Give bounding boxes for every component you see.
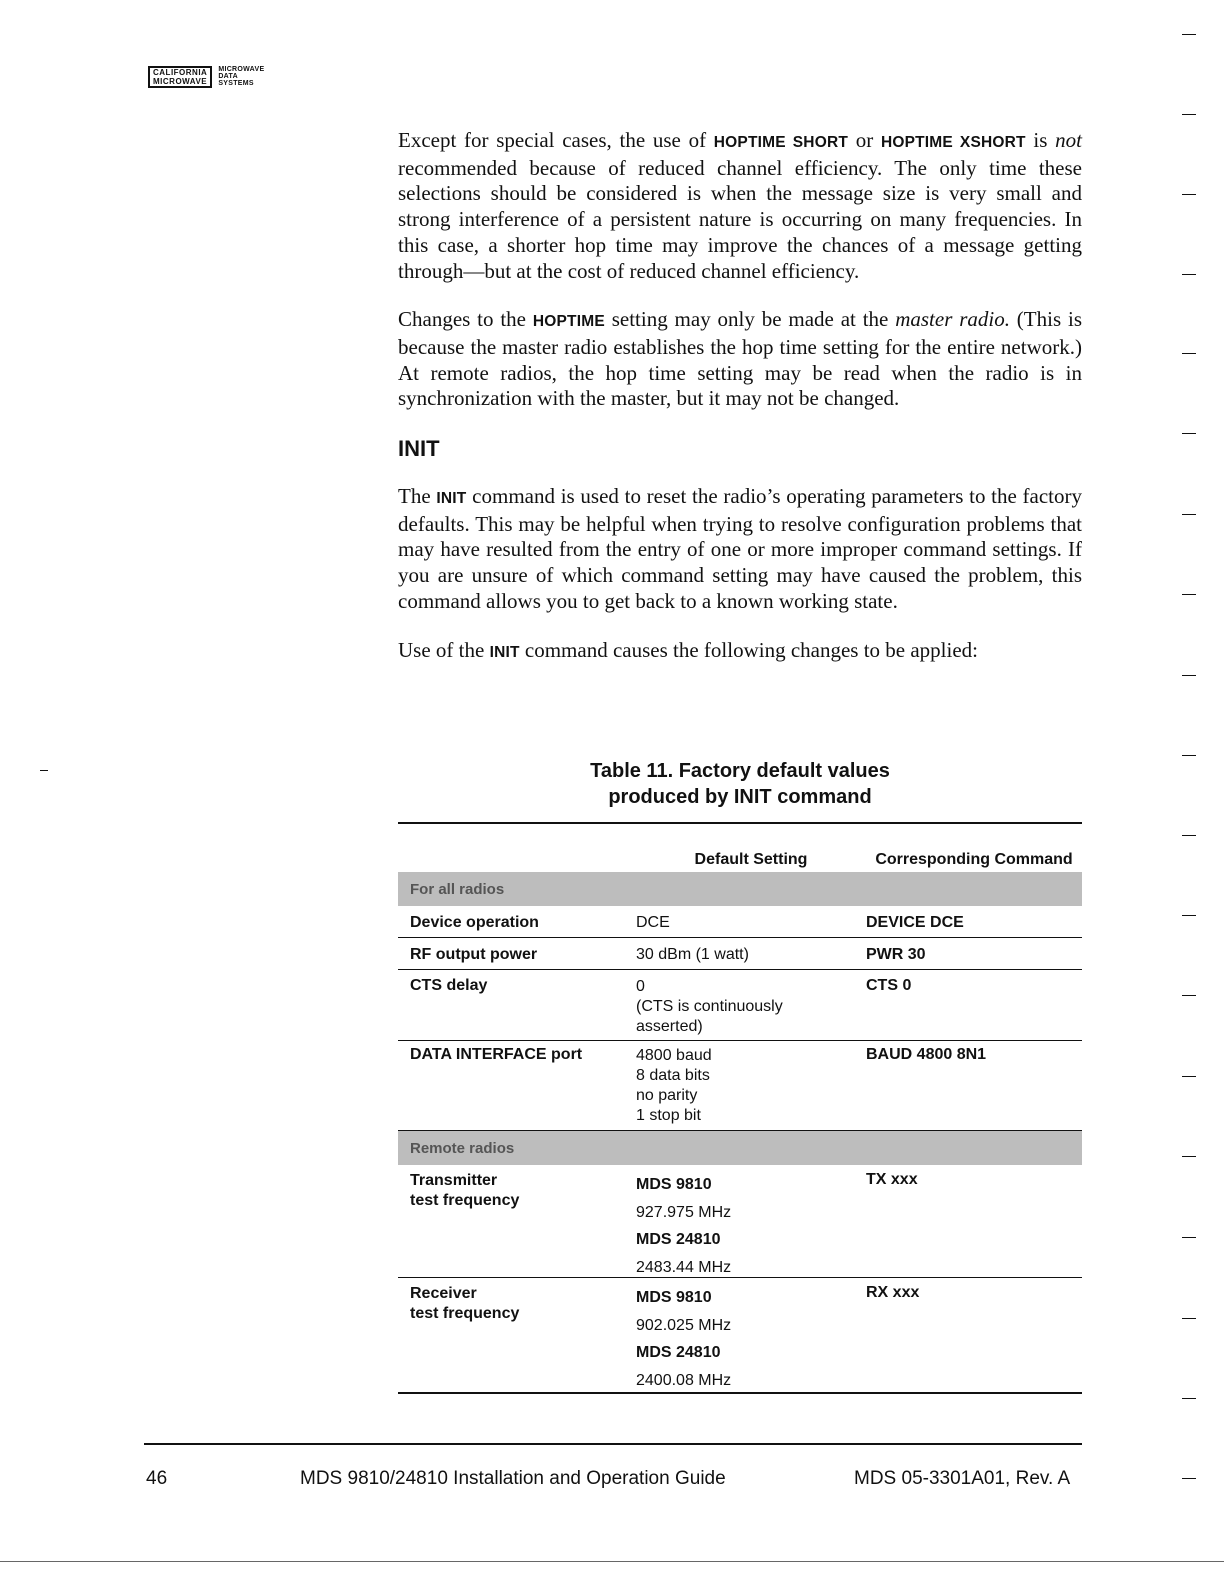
command-name: HOPTIME	[532, 313, 605, 331]
param-line: Transmitter	[410, 1172, 498, 1189]
param-line: Receiver	[410, 1285, 477, 1302]
text-run: command causes the following changes to be applied:	[519, 637, 979, 662]
command-name: INIT	[489, 643, 520, 661]
scan-edge-mark	[1182, 1237, 1196, 1238]
scan-edge-mark	[1182, 1076, 1196, 1077]
param-cell	[398, 1284, 636, 1392]
text-run: Use of the	[398, 637, 490, 662]
param-line: test frequency	[410, 1192, 520, 1209]
value-line: asserted)	[636, 1018, 703, 1035]
value-line: no parity	[636, 1087, 698, 1104]
frequency-value: 902.025 MHz	[636, 1316, 732, 1334]
table-caption	[398, 758, 1082, 810]
text-run: Changes to the	[398, 307, 533, 332]
table-header-row	[398, 822, 1082, 872]
table-row	[398, 1041, 1082, 1131]
scan-edge-mark	[1182, 353, 1196, 354]
table-row	[398, 906, 1082, 938]
scan-edge-mark	[1182, 755, 1196, 756]
scan-edge-mark	[1182, 915, 1196, 916]
value-line: 4800 baud	[636, 1047, 712, 1064]
scan-edge-mark	[1182, 1318, 1196, 1319]
value-cell	[636, 977, 866, 1040]
logo-side-line: SYSTEMS	[218, 80, 254, 87]
paragraph-init-changes	[398, 638, 1082, 666]
value-cell: DCE	[636, 914, 670, 931]
frequency-value: 2400.08 MHz	[636, 1371, 732, 1389]
logo-box-line: MICROWAVE	[153, 77, 208, 86]
scan-edge-mark	[1182, 1478, 1196, 1479]
section-row-all-radios: For all radios	[398, 872, 1082, 906]
text-run: Except for special cases, the use of	[398, 128, 714, 152]
param-cell: DATA INTERFACE port	[410, 1046, 583, 1063]
value-line: 1 stop bit	[636, 1107, 701, 1124]
param-cell: RF output power	[410, 946, 538, 963]
value-line: (CTS is continuously	[636, 998, 783, 1015]
scan-edge-mark	[1182, 1398, 1196, 1399]
text-run: setting may only be made at the	[604, 307, 896, 332]
table-row	[398, 970, 1082, 1041]
logo-side-text	[218, 66, 264, 87]
model-label: MDS 24810	[636, 1231, 721, 1248]
table-row	[398, 938, 1082, 970]
command-name: HOPTIME XSHORT	[880, 134, 1026, 151]
text-run: or	[848, 128, 881, 152]
emphasis: not	[1055, 128, 1082, 152]
company-logo	[148, 66, 264, 88]
value-cell	[636, 1284, 866, 1392]
scan-edge-mark	[1182, 34, 1196, 35]
text-run: command is used to reset the radio’s operating parameters to the factory defaults. This may be helpful when trying to resolve configuration problems that may have resulted from the entry of one or more improper command settings. If you are unsure of which command setting may have caused the problem, this command allows you to get back to a known working state.	[398, 484, 1082, 613]
value-line: 0	[636, 978, 645, 995]
param-cell: Device operation	[410, 914, 539, 931]
frequency-value: 927.975 MHz	[636, 1203, 732, 1221]
scan-edge-mark	[1182, 114, 1196, 115]
param-cell	[398, 1171, 636, 1277]
paragraph-hoptime-short	[398, 128, 1082, 284]
value-cell: 30 dBm (1 watt)	[636, 946, 749, 963]
command-cell: RX xxx	[866, 1284, 920, 1301]
text-run: recommended because of reduced channel efficiency. The only time these selections should be considered is when the message size is very small and strong interference of a persistent nature is occurring on many frequencies. In this case, a shorter hop time may improve the chances of a message getting through—but at the cost of reduced channel efficiency.	[398, 155, 1082, 283]
value-line: 8 data bits	[636, 1067, 710, 1084]
command-cell: TX xxx	[866, 1171, 918, 1188]
table-caption-line: produced by INIT command	[608, 786, 872, 808]
frequency-value: 2483.44 MHz	[636, 1258, 732, 1276]
logo-side-line: DATA	[218, 73, 238, 80]
table-row	[398, 1278, 1082, 1394]
scan-edge-mark	[1182, 675, 1196, 676]
text-run: (This is because the master radio establishes the hop time setting for the entire network.) At remote radios, the hop time setting may be read when the radio is in synchronization with the master, but it may not be changed.	[398, 307, 1082, 411]
scan-edge-mark	[1182, 995, 1196, 996]
main-text-column	[398, 128, 1082, 665]
scan-edge-mark	[1182, 1156, 1196, 1157]
scan-edge-mark	[1182, 274, 1196, 275]
command-cell: PWR 30	[866, 946, 926, 963]
text-run: is	[1025, 128, 1056, 152]
scan-edge-mark	[1182, 594, 1196, 595]
command-name: INIT	[436, 490, 467, 508]
page-number: 46	[146, 1468, 168, 1489]
paragraph-hoptime-master	[398, 307, 1082, 412]
paragraph-init-description	[398, 484, 1082, 615]
section-heading-init: INIT	[398, 436, 440, 462]
footer-rule	[144, 1443, 1082, 1445]
logo-box	[148, 66, 212, 88]
command-cell: CTS 0	[866, 977, 912, 994]
param-cell: CTS delay	[410, 977, 488, 994]
table-row	[398, 1165, 1082, 1278]
header-corresponding-command: Corresponding Command	[875, 851, 1073, 868]
command-cell: DEVICE DCE	[866, 914, 964, 931]
footer-doc-id: MDS 05-3301A01, Rev. A	[854, 1468, 1071, 1489]
header-default-setting: Default Setting	[694, 851, 808, 868]
command-name: HOPTIME SHORT	[713, 134, 849, 151]
footer-title: MDS 9810/24810 Installation and Operation Guide	[300, 1468, 726, 1489]
emphasis: master radio.	[895, 307, 1010, 332]
value-cell	[636, 1171, 866, 1277]
value-cell	[636, 1046, 866, 1130]
factory-defaults-table	[398, 822, 1082, 1394]
scan-edge-mark	[1182, 433, 1196, 434]
model-label: MDS 9810	[636, 1289, 712, 1306]
text-run: The	[398, 484, 437, 509]
table-caption-line: Table 11. Factory default values	[590, 760, 890, 782]
param-line: test frequency	[410, 1305, 520, 1322]
scan-edge-mark	[1182, 835, 1196, 836]
scan-edge-mark	[1182, 194, 1196, 195]
scan-edge-mark	[1182, 514, 1196, 515]
model-label: MDS 9810	[636, 1176, 712, 1193]
section-row-remote-radios: Remote radios	[398, 1131, 1082, 1165]
command-cell: BAUD 4800 8N1	[866, 1046, 987, 1063]
scan-bottom-edge	[0, 1561, 1224, 1562]
logo-box-line: CALIFORNIA	[153, 68, 208, 77]
logo-side-line: MICROWAVE	[218, 66, 265, 73]
model-label: MDS 24810	[636, 1344, 721, 1361]
scan-edge-mark	[40, 770, 48, 771]
